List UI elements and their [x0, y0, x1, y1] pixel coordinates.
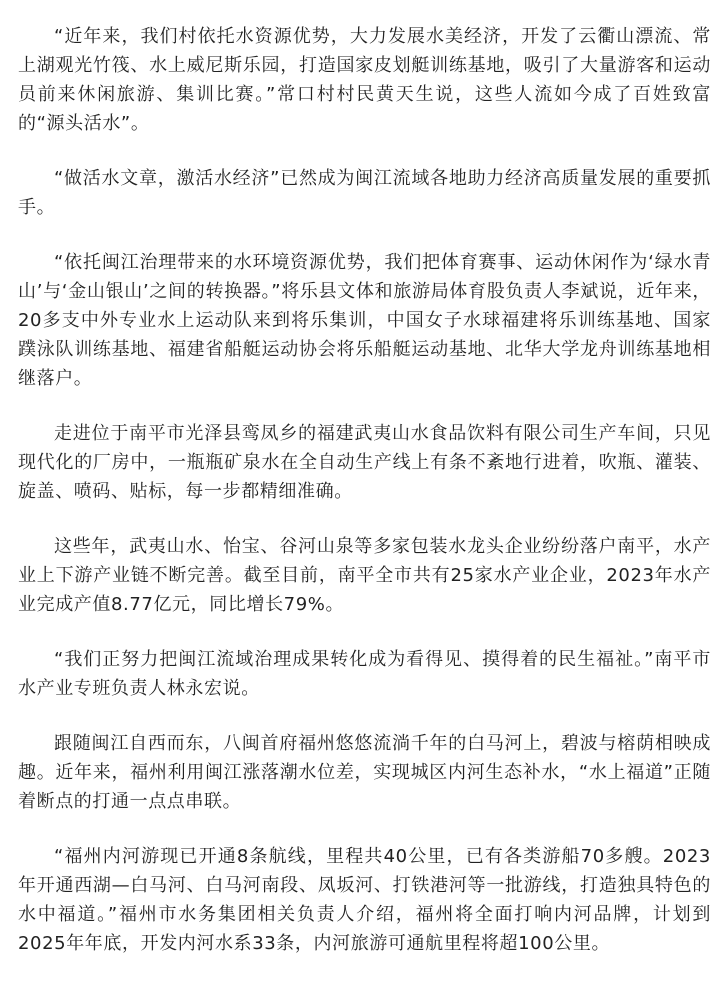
paragraph-jiangle-sports: “依托闽江治理带来的水环境资源优势，我们把体育赛事、运动休闲作为‘绿水青山’与‘金山银山’之间的转换器。”将乐县文体和旅游局体育股负责人李斌说，近年来，20多支中外专业水上运动队来到将乐集训，中国女子水球福建将乐训练基地、国家蹼泳队训练基地、福建省船艇运动协会将乐船艇运动基地、北华大学龙舟训练基地相继落户。: [18, 252, 711, 389]
paragraph-water-economy-theme: “做活水文章，激活水经济”已然成为闽江流域各地助力经济高质量发展的重要抓手。: [18, 168, 711, 218]
paragraph-water-economy-village: “近年来，我们村依托水资源优势，大力发展水美经济，开发了云衢山漂流、常上湖观光竹筏、水上威尼斯乐园，打造国家皮划艇训练基地，吸引了大量游客和运动员前来休闲旅游、集训比赛。”常口村村民黄天生说，这些人流如今成了百姓致富的“源头活水”。: [18, 26, 711, 134]
paragraph-fuzhou-baima-river: 跟随闽江自西而东，八闽首府福州悠悠流淌千年的白马河上，碧波与榕荫相映成趣。近年来，福州利用闽江涨落潮水位差，实现城区内河生态补水，“水上福道”正随着断点的打通一点点串联。: [18, 733, 711, 812]
paragraph-fuzhou-river-tours: “福州内河游现已开通8条航线，里程共40公里，已有各类游船70多艘。2023年开通西湖—白马河、白马河南段、凤坂河、打铁港河等一批游线，打造独具特色的水中福道。”福州市水务集团相关负责人介绍，福州将全面打响内河品牌，计划到2025年年底，开发内河水系33条，内河旅游可通航里程将超100公里。: [18, 846, 711, 954]
paragraph-wuyi-water-factory: 走进位于南平市光泽县鸾凤乡的福建武夷山水食品饮料有限公司生产车间，只见现代化的厂房中，一瓶瓶矿泉水在全自动生产线上有条不紊地行进着，吹瓶、灌装、旋盖、喷码、贴标，每一步都精细准确。: [18, 423, 711, 502]
paragraph-nanping-quote: “我们正努力把闽江流域治理成果转化成为看得见、摸得着的民生福祉。”南平市水产业专班负责人林永宏说。: [18, 649, 711, 699]
paragraph-nanping-water-industry: 这些年，武夷山水、怡宝、谷河山泉等多家包装水龙头企业纷纷落户南平，水产业上下游产业链不断完善。截至目前，南平全市共有25家水产业企业，2023年水产业完成产值8.77亿元，同比增长79%。: [18, 536, 711, 615]
